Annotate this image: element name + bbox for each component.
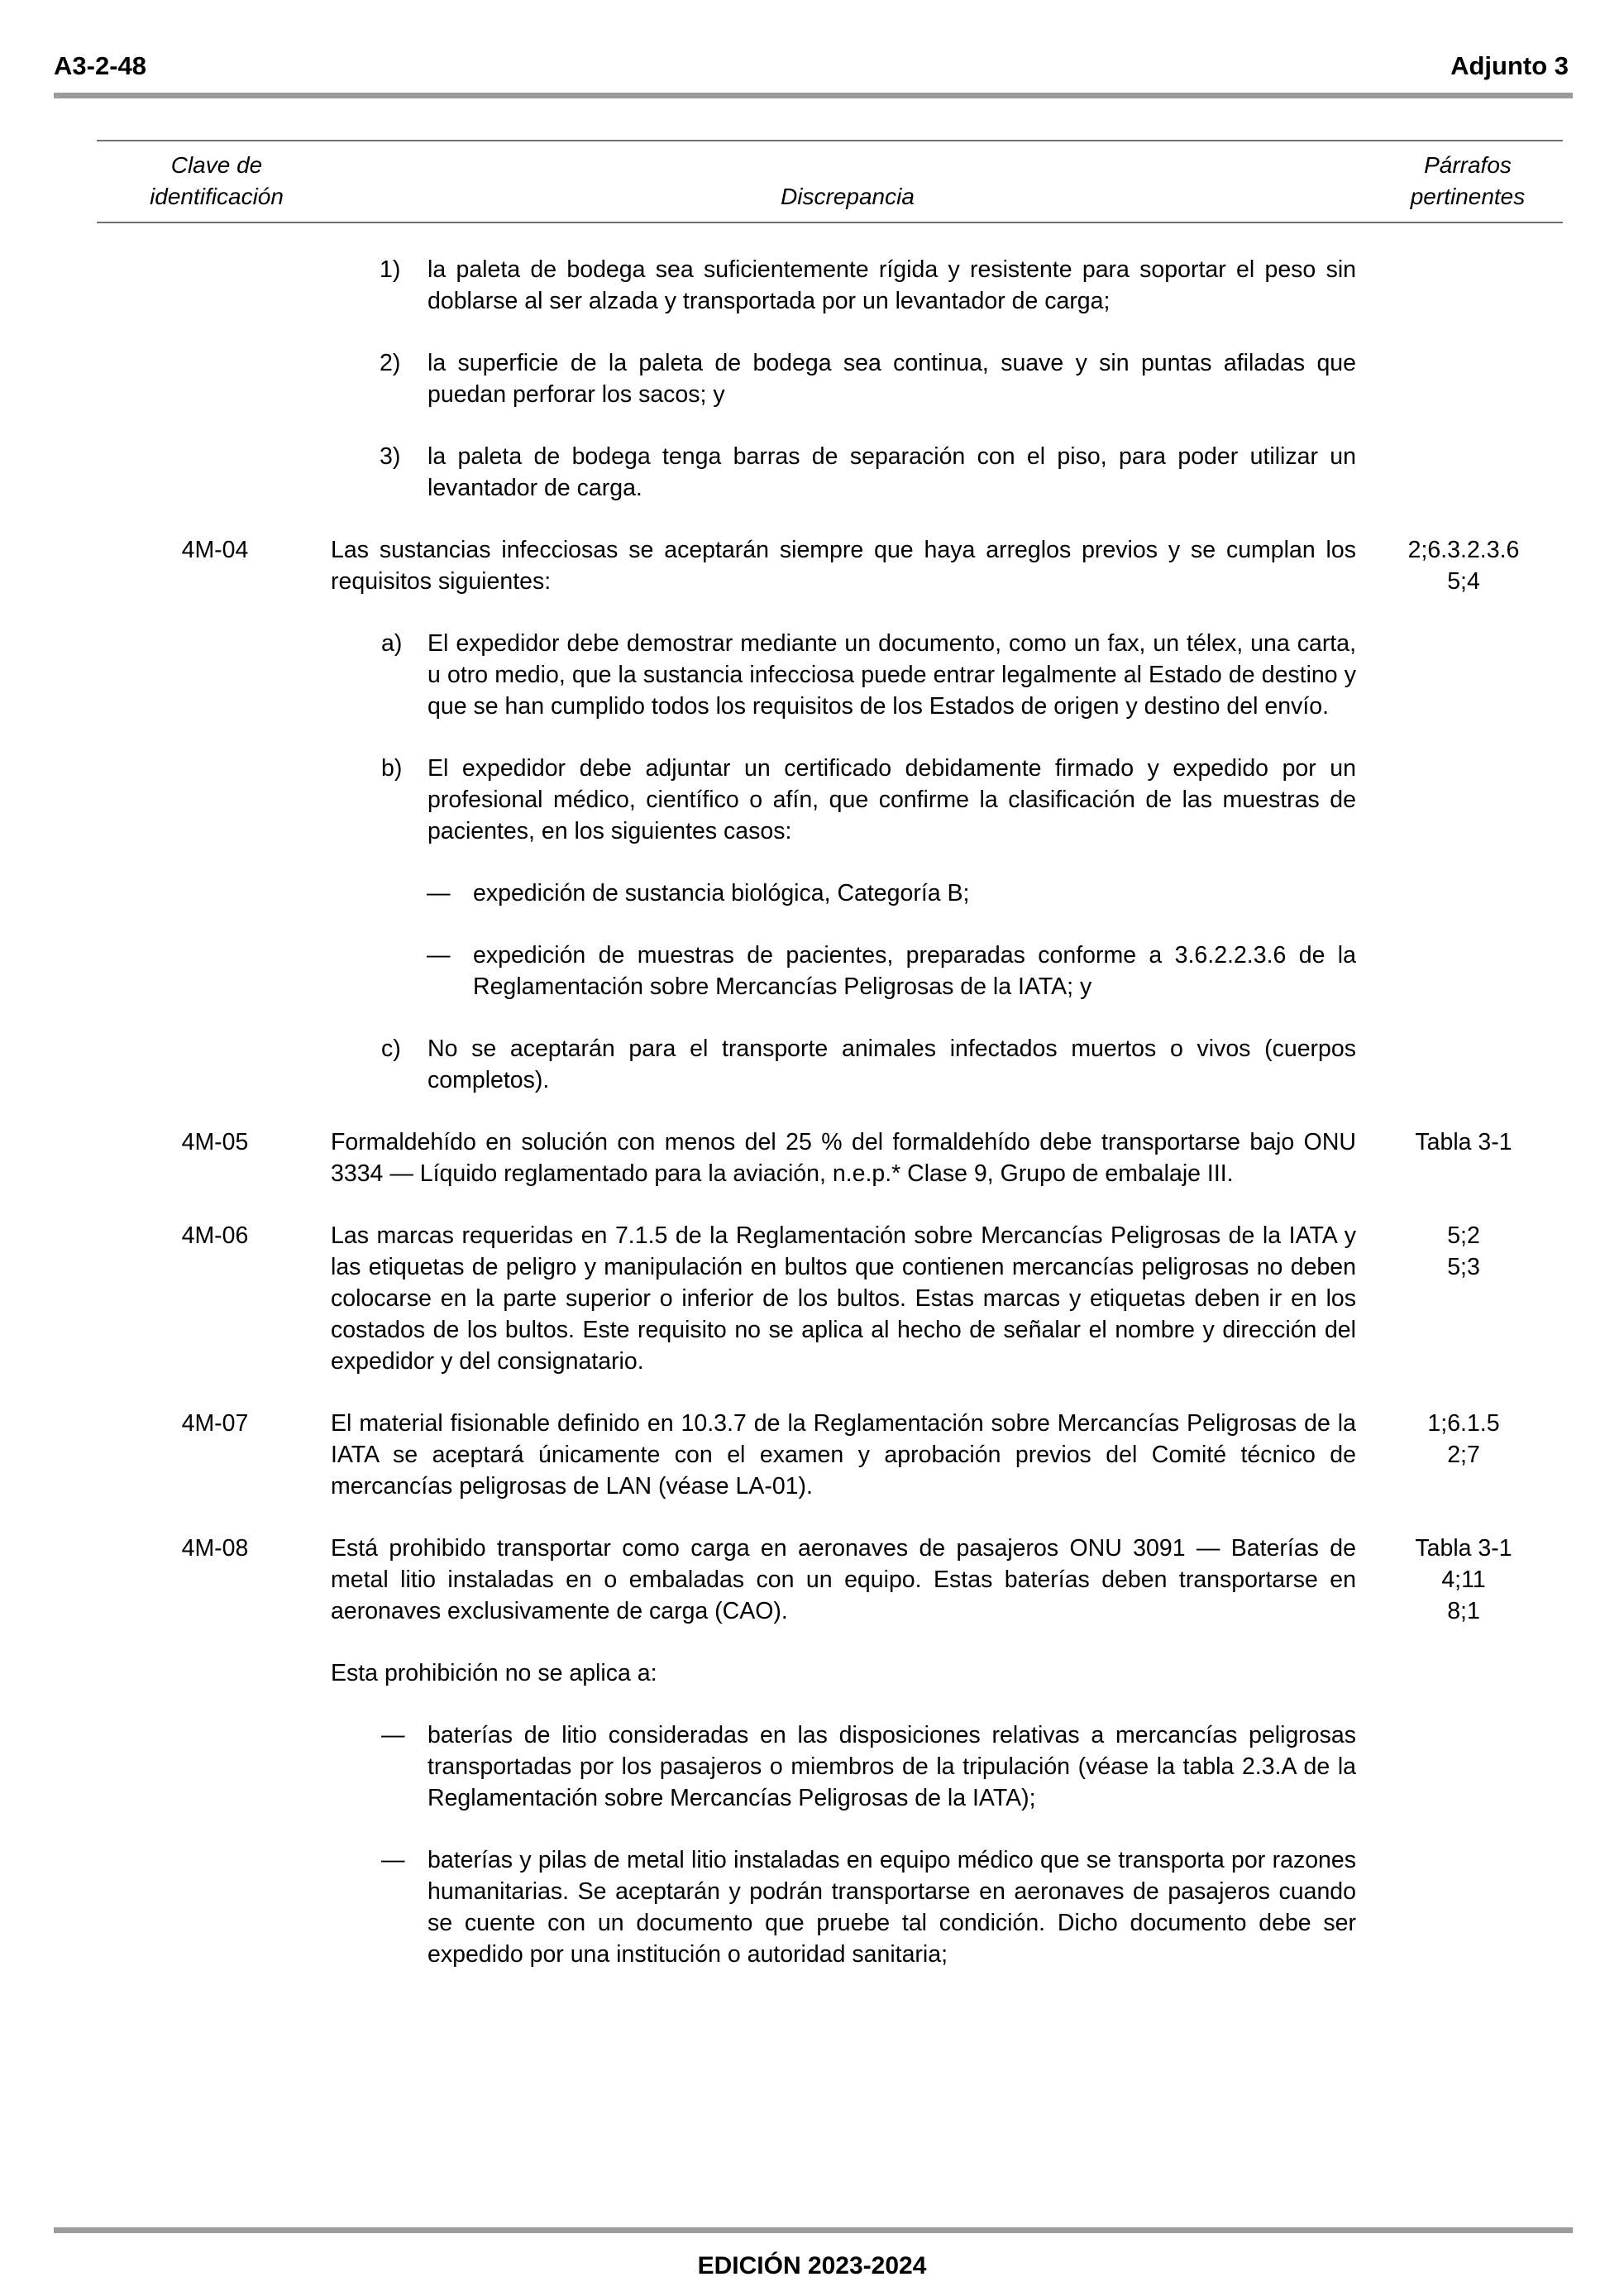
table-header-top-line bbox=[97, 140, 1563, 141]
identification-key: 4M-08 bbox=[181, 1535, 249, 1562]
page-reference: A3-2-48 bbox=[54, 51, 146, 80]
table-row bbox=[0, 1126, 1624, 1189]
discrepancy-text: Las marcas requeridas en 7.1.5 de la Reglamentación sobre Mercancías Peligrosas de la IATA y las etiquetas de peligro y manipulación en bultos que contienen mercancías peligrosas no deben colocarse en la parte superior o inferior de los bultos. Estas marcas y etiquetas deben ir en los costados de los bultos. Este requisito no se aplica al hecho de señalar el nombre y dirección del expedidor y del consignatario. bbox=[331, 1222, 1356, 1375]
footer-rule bbox=[54, 2227, 1573, 2233]
discrepancy-text: Las sustancias infecciosas se aceptarán siempre que haya arreglos previos y se cumplan los requisitos siguientes: bbox=[331, 537, 1356, 595]
list-item: c) No se aceptarán para el transporte animales infectados muertos o vivos (cuerpos completos). bbox=[381, 1036, 1356, 1093]
table-row bbox=[0, 1220, 1624, 1377]
table-row bbox=[0, 1533, 1624, 1970]
discrepancy-text: Formaldehído en solución con menos del 25 % del formaldehído debe transportarse bajo ONU 3334 — Líquido reglamentado para la aviación, n.e.p.* Clase 9, Grupo de embalaje III. bbox=[331, 1129, 1356, 1187]
list-item: — baterías y pilas de metal litio instaladas en equipo médico que se transporta por razones humanitarias. Se aceptarán y podrán transportarse en aeronaves de pasajeros cuando se cuente con un documento que pruebe tal condición. Dicho documento debe ser expedido por una institución o autoridad sanitaria; bbox=[381, 1847, 1356, 1968]
list-item: — baterías de litio consideradas en las disposiciones relativas a mercancías peligrosas transportadas por los pasajeros o miembros de la tripulación (véase la tabla 2.3.A de la Reglamentación sobre Mercancías Peligrosas de la IATA); bbox=[381, 1722, 1356, 1811]
list-item: — expedición de sustancia biológica, Categoría B; bbox=[427, 880, 970, 906]
column-header-key: Clave de identificación bbox=[150, 152, 284, 209]
identification-key: 4M-05 bbox=[181, 1129, 249, 1155]
header-rule bbox=[54, 93, 1573, 98]
relevant-paragraphs: Tabla 3-1 4;11 8;1 bbox=[1415, 1535, 1512, 1624]
relevant-paragraphs: 1;6.1.5 2;7 bbox=[1427, 1410, 1500, 1468]
continuation-block bbox=[0, 254, 1624, 504]
edition-label: EDICIÓN 2023-2024 bbox=[697, 2252, 927, 2279]
list-item: 3) la paleta de bodega tenga barras de separación con el piso, para poder utilizar un levantador de carga. bbox=[380, 443, 1356, 501]
list-item: — expedición de muestras de pacientes, preparadas conforme a 3.6.2.2.3.6 de la Reglamentación sobre Mercancías Peligrosas de la IATA; y bbox=[427, 942, 1356, 1000]
column-header-paragraphs: Párrafos pertinentes bbox=[1410, 152, 1526, 209]
relevant-paragraphs: 2;6.3.2.3.6 5;4 bbox=[1407, 537, 1520, 595]
list-item: 2) la superficie de la paleta de bodega sea continua, suave y sin puntas afiladas que puedan perforar los sacos; y bbox=[380, 350, 1356, 408]
discrepancy-text: Está prohibido transportar como carga en aeronaves de pasajeros ONU 3091 — Baterías de metal litio instaladas en o embaladas con un equipo. Estas baterías deben transportarse en aeronaves exclusivamente de carga (CAO). bbox=[331, 1535, 1356, 1624]
relevant-paragraphs: Tabla 3-1 bbox=[1415, 1129, 1512, 1155]
identification-key: 4M-06 bbox=[181, 1222, 249, 1249]
identification-key: 4M-04 bbox=[181, 537, 249, 563]
table-row bbox=[0, 534, 1624, 1096]
table-body bbox=[0, 254, 1624, 2001]
discrepancy-text: Esta prohibición no se aplica a: bbox=[331, 1660, 657, 1686]
list-item: 1) la paleta de bodega sea suficientemente rígida y resistente para soportar el peso sin doblarse al ser alzada y transportada por un levantador de carga; bbox=[380, 256, 1356, 314]
column-header-discrepancy: Discrepancia bbox=[781, 184, 915, 209]
table-row bbox=[0, 1408, 1624, 1502]
identification-key: 4M-07 bbox=[181, 1410, 249, 1437]
discrepancy-text: El material fisionable definido en 10.3.7 de la Reglamentación sobre Mercancías Peligrosas de la IATA se aceptará únicamente con el examen y aprobación previos del Comité técnico de mercancías peligrosas de LAN (véase LA-01). bbox=[331, 1410, 1356, 1500]
attachment-label: Adjunto 3 bbox=[1450, 51, 1569, 80]
relevant-paragraphs: 5;2 5;3 bbox=[1447, 1222, 1480, 1280]
list-item: b) El expedidor debe adjuntar un certificado debidamente firmado y expedido por un profesional médico, científico o afín, que confirme la clasificación de las muestras de pacientes, en los siguientes casos: bbox=[381, 755, 1356, 844]
table-header-bottom-line bbox=[97, 222, 1563, 223]
list-item: a) El expedidor debe demostrar mediante un documento, como un fax, un télex, una carta, u otro medio, que la sustancia infecciosa puede entrar legalmente al Estado de destino y que se han cumplido todos los requisitos de los Estados de origen y destino del envío. bbox=[381, 630, 1356, 720]
